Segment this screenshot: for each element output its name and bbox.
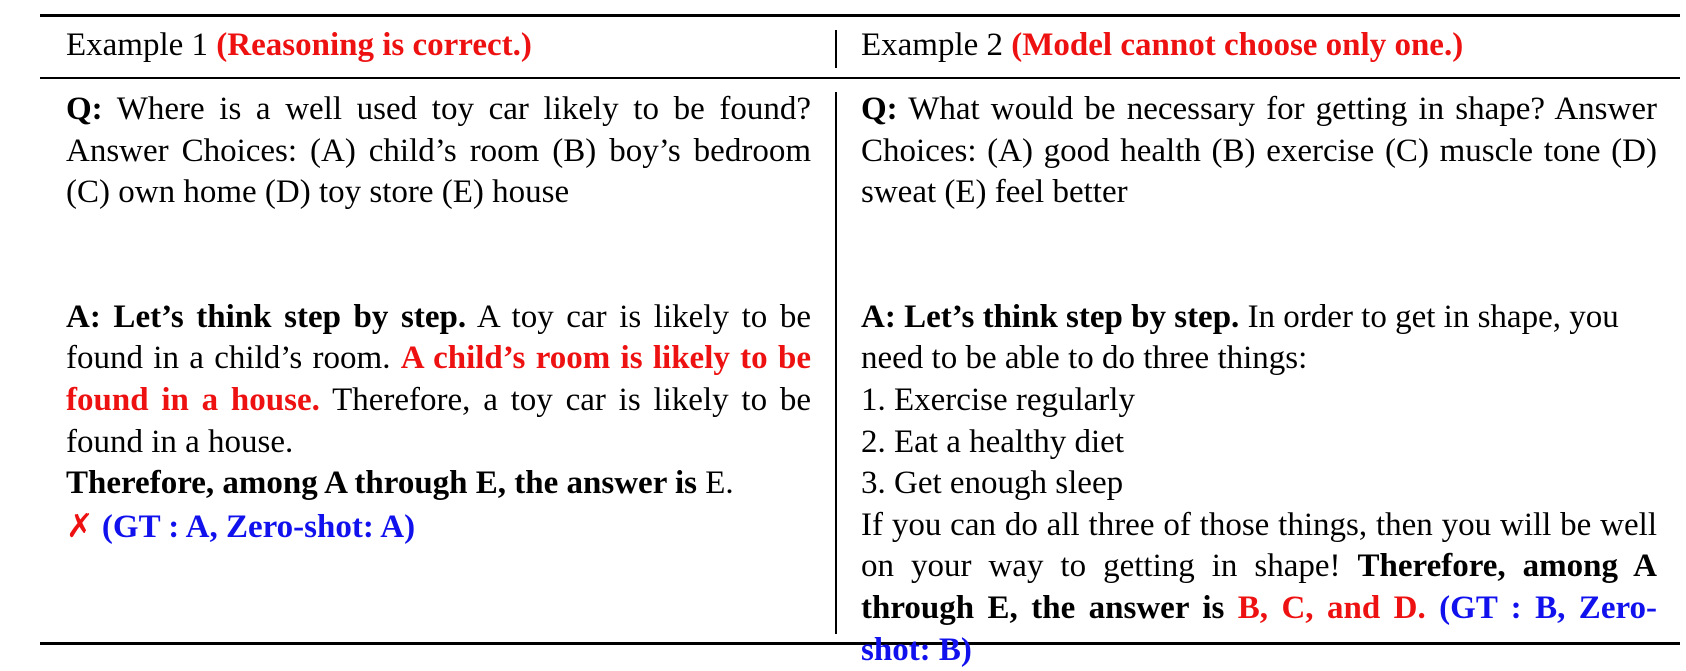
example2-answer-intro-block <box>861 297 1657 380</box>
example2-header-label: Example 2 <box>861 27 1004 63</box>
example2-question-prefix: Q: <box>861 91 898 127</box>
example2-question-text: What would be necessary for getting in shape? Answer Choices: (A) good health (B) exercise (C) muscle tone (D) sweat (E) feel better <box>861 91 1657 211</box>
example2-answer-intro: In order to get in shape, you need to be able to do three things: <box>861 298 1619 377</box>
example1-gt-note: (GT : A, Zero-shot: A) <box>101 508 416 545</box>
example2-gt-note: (GT : B, Zero-shot: B) <box>861 589 1658 668</box>
example1-answer-text-2: Therefore, a toy car is likely to be found in a house. <box>66 381 812 460</box>
table-header-rule <box>40 77 1680 79</box>
example1-answer-prefix: A: Let’s think step by step. <box>66 298 467 335</box>
example1-body <box>66 89 811 548</box>
wrong-mark-icon: ✗ <box>66 505 94 545</box>
example1-question <box>66 89 811 214</box>
example2-question <box>861 89 1657 214</box>
example1-verdict <box>66 505 811 549</box>
example1-header-label: Example 1 <box>66 27 209 63</box>
example2-conclusion-answer: B, C, and D. <box>1237 589 1426 626</box>
example2-answer-prefix: A: Let’s think step by step. <box>861 298 1240 335</box>
example1-conclusion <box>66 463 811 505</box>
example1-answer-text-1: A toy car is likely to be found in a child’s room. <box>66 298 811 377</box>
example1-conclusion-answer: E. <box>705 465 734 502</box>
example1-answer-highlight: A child’s room is likely to be found in a house. <box>66 340 811 418</box>
column-separator-body <box>835 92 837 634</box>
example2-outro-block <box>861 505 1657 671</box>
column-separator-header <box>835 30 837 68</box>
example2-header-note: (Model cannot choose only one.) <box>1011 27 1464 63</box>
example1-header <box>66 25 811 67</box>
example2-step-1: 1. Exercise regularly <box>861 381 1135 418</box>
example2-conclusion-prefix: Therefore, among A through E, the answer is <box>861 548 1658 626</box>
example1-question-text: Where is a well used toy car likely to be found? Answer Choices: (A) child’s room (B) boy’s bedroom (C) own home (D) toy store (E) house <box>66 91 812 211</box>
example1-answer <box>66 297 811 463</box>
example2-answer-outro: If you can do all three of those things, then you will be well on your way to getting in shape! <box>861 506 1657 585</box>
example2-header <box>861 25 1657 67</box>
example2-body <box>861 89 1657 671</box>
example2-step-2: 2. Eat a healthy diet <box>861 423 1124 460</box>
example1-conclusion-prefix: Therefore, among A through E, the answer is <box>66 465 698 502</box>
table-top-rule <box>40 14 1680 17</box>
example2-step-3: 3. Get enough sleep <box>861 465 1124 502</box>
example1-header-note: (Reasoning is correct.) <box>216 27 532 63</box>
example1-question-prefix: Q: <box>66 91 103 127</box>
